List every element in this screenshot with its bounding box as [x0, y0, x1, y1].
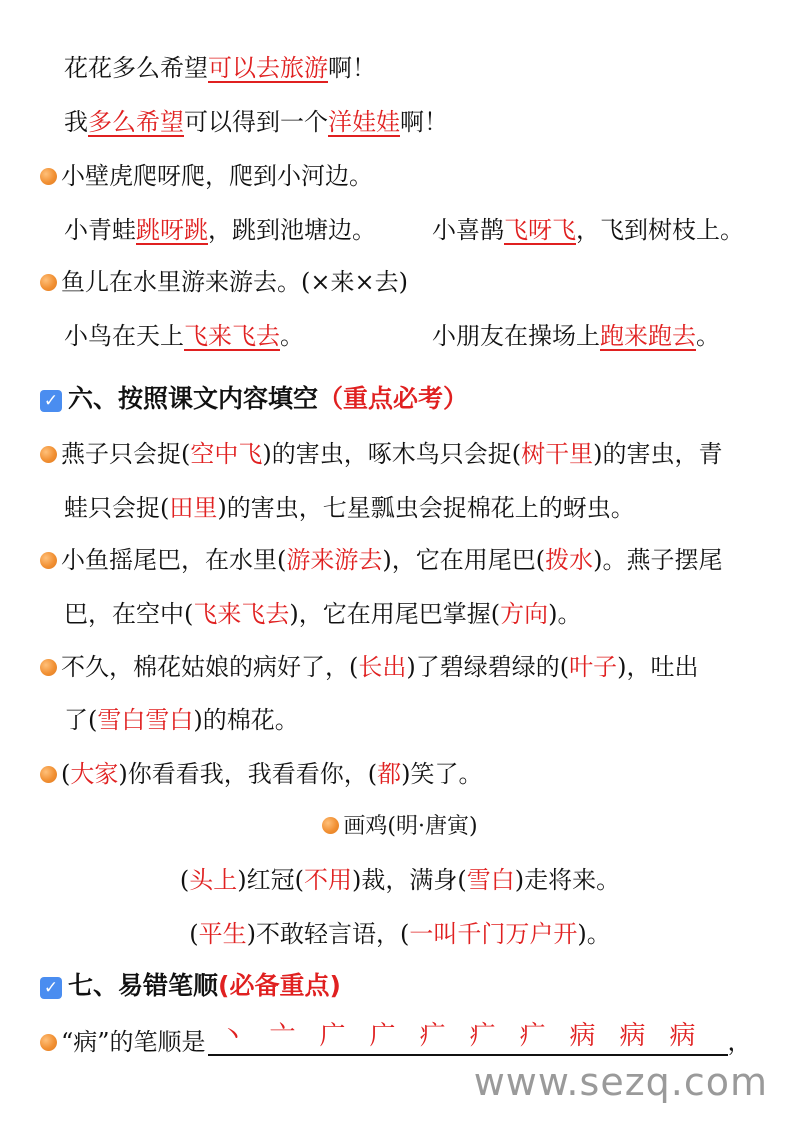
watermark: www.sezq.com	[473, 1060, 768, 1104]
para-dajia	[40, 758, 482, 790]
answer: 叶子	[569, 653, 618, 681]
stroke-1: 丶	[219, 1021, 246, 1051]
text: 啊！	[328, 54, 376, 82]
answer: 洋娃娃	[328, 108, 400, 136]
stroke-7: 疒	[519, 1021, 546, 1051]
heading-text: 七、易错笔顺	[68, 971, 219, 1000]
text: 小壁虎爬呀爬，爬到小河边。	[61, 162, 373, 190]
answer: 树干里	[521, 440, 594, 468]
answer: 雪白雪白	[97, 706, 194, 734]
text: )了碧绿碧绿的(	[406, 653, 570, 681]
text: 。	[280, 322, 304, 350]
text: )笑了。	[401, 760, 483, 788]
answer: 田里	[169, 494, 218, 522]
text: )的害虫，青	[593, 440, 723, 468]
text: )。	[548, 600, 582, 628]
poem-line-2	[0, 918, 800, 950]
para-yanzi-cont	[64, 492, 635, 524]
answer: 跳呀跳	[136, 216, 208, 244]
para-xiaoyu	[40, 544, 722, 576]
line-xiaopengyou	[432, 320, 720, 352]
answer: 长出	[358, 653, 407, 681]
answer: 都	[377, 760, 402, 788]
text: (	[179, 866, 190, 894]
line-huahua	[64, 52, 376, 84]
text: 巴，在空中(	[64, 600, 194, 628]
checkbox-icon: ✓	[40, 390, 62, 412]
text: )裁，满身(	[352, 866, 467, 894]
text: 我	[64, 108, 88, 136]
text: ，跳到池塘边。	[208, 216, 376, 244]
heading-text: 六、按照课文内容填空	[68, 384, 319, 413]
text: 啊！	[400, 108, 448, 136]
text: )不敢轻言语，(	[246, 920, 410, 948]
text: )红冠(	[237, 866, 304, 894]
text: 可以得到一个	[184, 108, 328, 136]
para-yanzi	[40, 438, 722, 470]
answer: 飞呀飞	[504, 216, 576, 244]
text: 小鱼摇尾巴，在水里(	[61, 546, 287, 574]
line-yuer	[40, 266, 408, 298]
checkbox-icon: ✓	[40, 977, 62, 999]
text: )。	[577, 920, 611, 948]
orange-dot-icon	[40, 274, 57, 291]
stroke-10: 病	[669, 1021, 696, 1051]
line-wo	[64, 106, 448, 138]
stroke-order-line	[40, 1021, 752, 1058]
text: 小喜鹊	[432, 216, 504, 244]
text: 花花多么希望	[64, 54, 208, 82]
orange-dot-icon	[40, 766, 57, 783]
answer: 一叫千门万户开	[409, 920, 578, 948]
orange-dot-icon	[40, 446, 57, 463]
text: (	[189, 920, 199, 948]
heading-note: （重点必考）	[318, 384, 469, 413]
answer: 飞来飞去	[193, 600, 290, 628]
text: 小朋友在操场上	[432, 322, 600, 350]
answer: 多么希望	[88, 108, 184, 136]
stroke-9: 病	[619, 1021, 646, 1051]
text: )，它在用尾巴(	[382, 546, 546, 574]
text: 不久，棉花姑娘的病好了，(	[61, 653, 359, 681]
text: 。	[696, 322, 720, 350]
stroke-order-blank	[208, 1021, 728, 1056]
text: 小青蛙	[64, 216, 136, 244]
orange-dot-icon	[40, 659, 57, 676]
answer: 头上	[189, 866, 238, 894]
line-xiaobihu	[40, 160, 373, 192]
text: (	[61, 760, 71, 788]
title-text: 画鸡(明·唐寅)	[343, 814, 478, 839]
section-7-heading	[40, 970, 341, 1002]
text: ，	[727, 1028, 752, 1056]
para-mianhua-cont	[64, 704, 299, 736]
answer: 大家	[70, 760, 119, 788]
text: )，它在用尾巴掌握(	[289, 600, 501, 628]
answer: 方向	[500, 600, 549, 628]
stroke-3: 广	[319, 1021, 346, 1051]
answer: 拨水	[545, 546, 594, 574]
text: 小鸟在天上	[64, 322, 184, 350]
text: )你看看我，我看看你，(	[118, 760, 378, 788]
text: 燕子只会捉(	[61, 440, 191, 468]
answer: 空中飞	[190, 440, 263, 468]
text: 鱼儿在水里游来游去。(×来×去)	[61, 268, 408, 296]
answer: 不用	[304, 866, 352, 894]
stroke-6: 疒	[469, 1021, 496, 1051]
poem-line-1	[0, 864, 800, 896]
text: )，吐出	[617, 653, 699, 681]
section-6-heading	[40, 383, 468, 415]
stroke-8: 病	[569, 1021, 596, 1051]
stroke-order-label: “病”的笔顺是	[61, 1028, 206, 1056]
stroke-4: 广	[369, 1021, 396, 1051]
text: 了(	[64, 706, 98, 734]
orange-dot-icon	[40, 168, 57, 185]
heading-note: (必备重点)	[218, 971, 341, 1000]
line-xiaoqingwa	[64, 214, 376, 246]
text: 蛙只会捉(	[64, 494, 170, 522]
answer: 跑来跑去	[600, 322, 696, 350]
text: )。燕子摆尾	[593, 546, 723, 574]
answer: 可以去旅游	[208, 54, 328, 82]
orange-dot-icon	[40, 552, 57, 569]
orange-dot-icon	[40, 1034, 57, 1051]
stroke-5: 疒	[419, 1021, 446, 1051]
stroke-2: 亠	[269, 1021, 296, 1051]
text: )的害虫，七星瓢虫会捉棉花上的蚜虫。	[217, 494, 635, 522]
text: )的害虫，啄木鸟只会捉(	[262, 440, 522, 468]
answer: 游来游去	[286, 546, 383, 574]
text: )的棉花。	[193, 706, 299, 734]
answer: 雪白	[466, 866, 515, 894]
answer: 飞来飞去	[184, 322, 280, 350]
para-xiaoyu-cont	[64, 598, 581, 630]
orange-dot-icon	[322, 817, 339, 834]
poem-title	[0, 811, 800, 843]
text: ，飞到树枝上。	[576, 216, 744, 244]
para-mianhua	[40, 651, 698, 683]
text: )走将来。	[514, 866, 621, 894]
line-xiaoniao	[64, 320, 304, 352]
answer: 平生	[198, 920, 247, 948]
line-xiaoxique	[432, 214, 744, 246]
